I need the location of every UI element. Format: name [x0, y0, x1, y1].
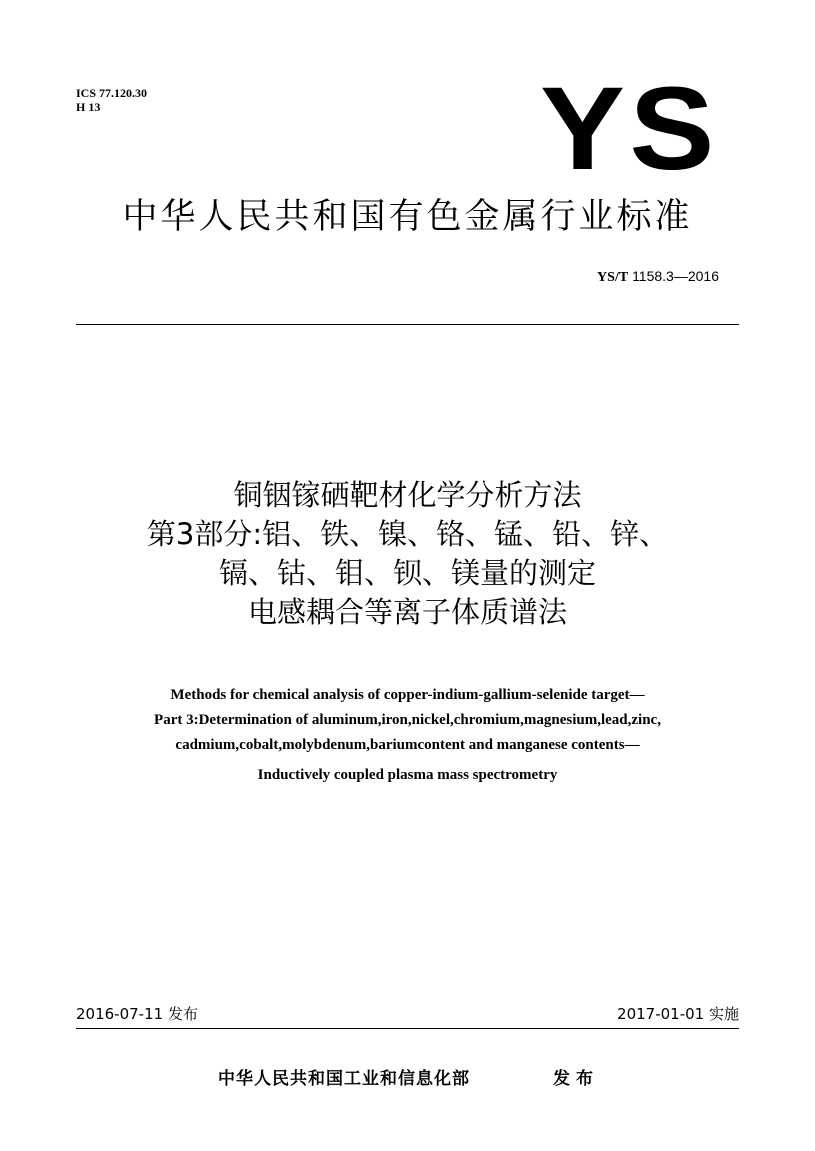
implementation-date: 2017-01-01 实施 [617, 1005, 739, 1023]
classification-codes [76, 86, 147, 114]
issuing-authority: 中华人民共和国工业和信息化部 [218, 1069, 470, 1089]
ics-code: ICS 77.120.30 [76, 86, 148, 100]
header-divider [76, 324, 739, 325]
standard-number [597, 267, 719, 287]
chinese-title-line: 电感耦合等离子体质谱法 [247, 595, 567, 629]
issue-label: 发布 [553, 1069, 599, 1089]
english-title-line: Methods for chemical analysis of copper-indium-gallium-selenide target— [170, 687, 645, 703]
chinese-title-line: 镉、钴、钼、钡、镁量的测定 [218, 556, 596, 590]
ys-logo: YS [540, 63, 719, 195]
publication-date: 2016-07-11 发布 [76, 1005, 198, 1023]
chinese-title [0, 476, 815, 632]
english-title-line: Part 3:Determination of aluminum,iron,nickel,chromium,magnesium,lead,zinc, [154, 712, 661, 728]
standard-category-title: 中华人民共和国有色金属行业标准 [122, 197, 693, 237]
english-title-line: cadmium,cobalt,molybdenum,bariumcontent and manganese contents— [175, 737, 640, 753]
english-title [0, 683, 815, 788]
english-title-line: Inductively coupled plasma mass spectrometry [257, 767, 558, 783]
ccs-code: H 13 [76, 100, 101, 114]
standard-code: 1158.3—2016 [632, 268, 719, 284]
chinese-title-line: 第3部分:铝、铁、镍、铬、锰、铅、锌、 [146, 517, 669, 551]
footer-divider [76, 1028, 739, 1029]
standard-code-prefix: YS/T [597, 270, 629, 285]
chinese-title-line: 铜铟镓硒靶材化学分析方法 [233, 478, 582, 512]
